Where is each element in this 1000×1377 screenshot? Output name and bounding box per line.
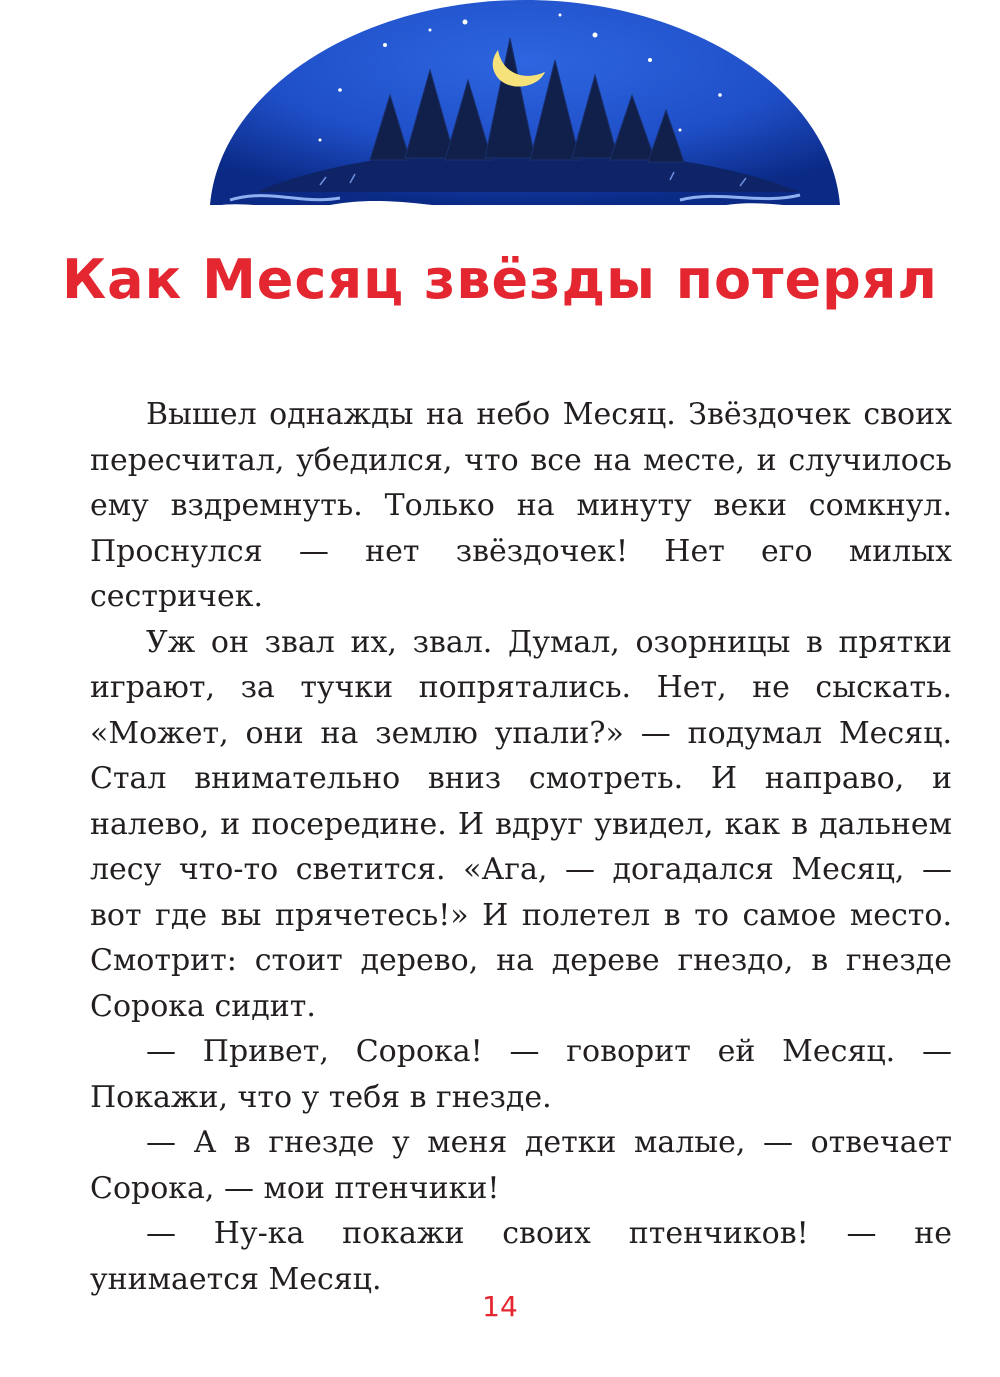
story-title: Как Месяц звёзды потерял bbox=[62, 248, 938, 311]
page-number: 14 bbox=[482, 1290, 518, 1323]
story-text bbox=[90, 392, 952, 1302]
story-paragraph: — Ну-ка покажи своих птенчиков! — не унимается Месяц. bbox=[90, 1216, 952, 1297]
night-forest-moon-icon bbox=[200, 0, 850, 228]
story-paragraph: — А в гнезде у меня детки малые, — отвечает Сорока, — мои птенчики! bbox=[90, 1125, 952, 1206]
night-forest-illustration bbox=[200, 0, 850, 228]
story-paragraph: Вышел однажды на небо Месяц. Звёздочек своих пересчитал, убедился, что все на месте, и случилось ему вздремнуть. Только на минуту веки сомкнул. Проснулся — нет звёздочек! Нет его милых сестричек. bbox=[90, 397, 952, 614]
story-paragraph: Уж он звал их, звал. Думал, озорницы в прятки играют, за тучки попрятались. Нет, не сыскать. «Может, они на землю упали?» — подумал Месяц. Стал внимательно вниз смотреть. И направо, и налево, и посередине. И вдруг увидел, как в дальнем лесу что-то светится. «Ага, — догадался Месяц, — вот где вы прячетесь!» И полетел в то самое место. Смотрит: стоит дерево, на дереве гнездо, в гнезде Сорока сидит. bbox=[90, 624, 952, 1024]
story-paragraph: — Привет, Сорока! — говорит ей Месяц. — Покажи, что у тебя в гнезде. bbox=[90, 1034, 952, 1115]
